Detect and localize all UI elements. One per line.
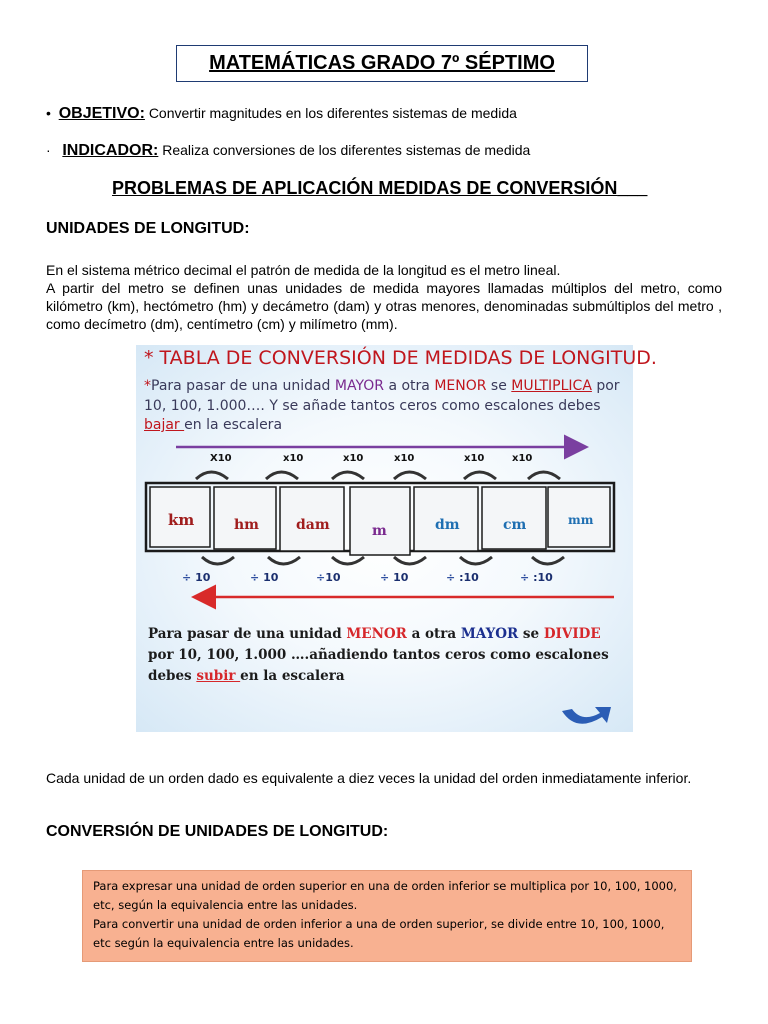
poster-line-2: 10, 100, 1.000…. Y se añade tantos ceros como escalones debes: [144, 398, 601, 414]
unit-km: km: [168, 511, 195, 529]
longitud-heading: UNIDADES DE LONGITUD:: [46, 220, 250, 237]
poster-bottom-line-2: por 10, 100, 1.000 ….añadiendo tantos ceros como escalones: [148, 647, 609, 663]
divide-icon: ÷: [380, 571, 390, 584]
curved-arrow-icon: [528, 472, 560, 479]
poster-bottom-line-3: debes subir en la escalera: [148, 668, 345, 684]
conversion-note-box: [82, 870, 692, 962]
divide-label: ÷ 10: [250, 571, 279, 584]
page-title: MATEMÁTICAS GRADO 7º SÉPTIMO: [209, 52, 555, 74]
poster-title: * TABLA DE CONVERSIÓN DE MEDIDAS DE LONGITUD.: [144, 347, 657, 369]
curved-arrow-icon: [268, 557, 300, 564]
curved-arrow-icon: [464, 472, 496, 479]
bullet-marker: •: [46, 105, 51, 121]
title-box: [176, 45, 588, 82]
divide-icon: ÷: [250, 571, 260, 584]
divide-icon: ÷: [520, 571, 530, 584]
divide-icon: ÷: [446, 571, 456, 584]
stair-cell-m: [350, 487, 410, 555]
curved-arrow-icon: [332, 472, 364, 479]
rotate-arrow-icon: [562, 707, 611, 724]
curved-arrow-icon: [394, 472, 426, 479]
curved-arrow-icon: [196, 472, 228, 479]
divide-icon: ÷: [182, 571, 192, 584]
multiply-label: x10: [283, 453, 304, 464]
multiply-label: x10: [464, 453, 485, 464]
divide-label: ÷ 10: [380, 571, 409, 584]
divide-icon: ÷: [316, 571, 326, 584]
multiply-label: x10: [343, 453, 364, 464]
multiply-label: x10: [512, 453, 533, 464]
para-line: En el sistema métrico decimal el patrón de medida de la longitud es el metro lineal.: [46, 262, 561, 278]
indicator-label: INDICADOR:: [62, 142, 159, 159]
longitud-paragraph: [46, 261, 722, 333]
divide-label: ÷ :10: [446, 571, 479, 584]
indicator-line: [46, 142, 530, 160]
conversion-table-image: [136, 345, 657, 732]
section-title: PROBLEMAS DE APLICACIÓN MEDIDAS DE CONVERSIÓN___: [112, 178, 648, 198]
objective-label: OBJETIVO:: [58, 105, 145, 122]
note-line: Para convertir una unidad de orden inferior a una de orden superior, se divide entre 10, 100, 1000, etc según la equivalencia entre las unidades.: [93, 917, 665, 950]
curved-arrow-icon: [460, 557, 492, 564]
multiply-label: x10: [394, 453, 415, 464]
conversion-heading: CONVERSIÓN DE UNIDADES DE LONGITUD:: [46, 823, 389, 840]
unit-dam: dam: [296, 517, 330, 533]
divide-label: ÷10: [316, 571, 341, 584]
curved-arrow-icon: [332, 557, 364, 564]
objective-line: [46, 105, 517, 123]
equivalence-paragraph: Cada unidad de un orden dado es equivalente a diez veces la unidad del orden inmediatamente inferior.: [46, 770, 692, 786]
curved-arrow-icon: [394, 557, 426, 564]
indicator-text: Realiza conversiones de los diferentes sistemas de medida: [162, 142, 531, 158]
divide-label: ÷ :10: [520, 571, 553, 584]
objective-text: Convertir magnitudes en los diferentes sistemas de medida: [148, 105, 517, 121]
divide-label: ÷ 10: [182, 571, 211, 584]
curved-arrow-icon: [202, 557, 234, 564]
bullet-marker: ·: [46, 142, 51, 158]
poster-line-1: *Para pasar de una unidad MAYOR a otra MENOR se MULTIPLICA por: [144, 378, 620, 394]
multiply-label: X10: [210, 453, 232, 464]
unit-mm: mm: [568, 513, 594, 527]
unit-hm: hm: [234, 517, 259, 533]
curved-arrow-icon: [532, 557, 564, 564]
para-line: A partir del metro se definen unas unidades de medida mayores llamadas múltiplos del metro, como kilómetro (km), hectómetro (hm) y decámetro (dam) y otras menores, denominadas submúltiplos del metro , como decímetro (dm), centímetro (cm) y milímetro (mm).: [46, 280, 722, 332]
unit-cm: cm: [503, 517, 527, 533]
poster-line-3: bajar en la escalera: [144, 417, 283, 433]
note-line: Para expresar una unidad de orden superior en una de orden inferior se multiplica por 10, 100, 1000, etc, según la equivalencia entre las unidades.: [93, 879, 677, 912]
curved-arrow-icon: [266, 472, 298, 479]
unit-dm: dm: [435, 517, 460, 533]
poster-bottom-line-1: Para pasar de una unidad MENOR a otra MAYOR se DIVIDE: [148, 626, 601, 642]
unit-m: m: [372, 523, 387, 539]
